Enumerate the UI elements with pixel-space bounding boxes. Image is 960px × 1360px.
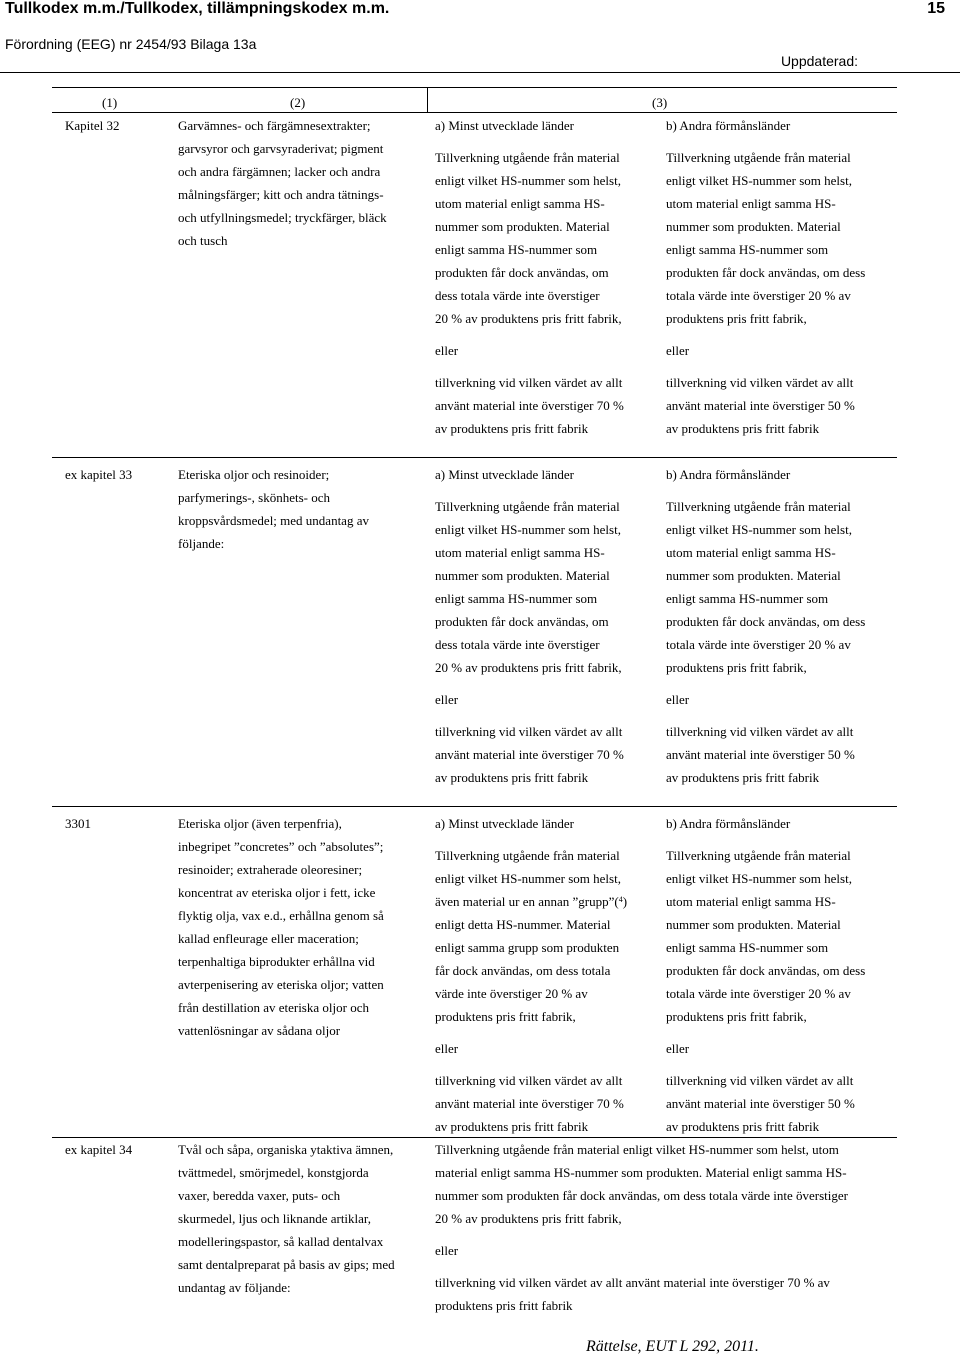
- regulation-subtitle: Förordning (EEG) nr 2454/93 Bilaga 13a: [5, 36, 257, 52]
- column-number-2: (2): [290, 95, 306, 110]
- page-number: 15: [927, 0, 945, 17]
- rule-column-combined: Tillverkning utgående från material enligt vilket HS-nummer som helst, utom material enligt samma HS-nummer som produkten. Material enligt samma HS- nummer som produkten får dock användas, om dess totala värde inte överstiger 20 % av produktens pris fritt fabrik, eller tillverkning vid vilken värdet av allt använt material inte överstiger 70 % av produktens pris fritt fabrik: [435, 1142, 848, 1313]
- row-divider: [52, 457, 897, 458]
- rule-column-a: a) Minst utvecklade länder Tillverkning utgående från material enligt vilket HS-nummer som helst, utom material enligt samma HS- nummer som produkten. Material enligt samma HS-nummer som produkten får dock användas, om dess totala värde inte överstiger 20 % av produktens pris fritt fabrik, eller tillverkning vid vilken värdet av allt använt material inte överstiger 70 % av produktens pris fritt fabrik: [435, 114, 624, 440]
- rule-column-a: a) Minst utvecklade länder Tillverkning utgående från material enligt vilket HS-nummer som helst, även material ur en annan ”grupp”($^4$) enligt detta HS-nummer. Material enligt samma grupp som produkten får dock användas, om dess totala värde inte överstiger 20 % av produktens pris fritt fabrik, eller tillverkning vid vilken värdet av allt använt material inte överstiger 70 % av produktens pris fritt fabrik: [435, 812, 627, 1138]
- row-divider: [52, 806, 897, 807]
- rule-column-b: b) Andra förmånsländer Tillverkning utgående från material enligt vilket HS-nummer som helst, utom material enligt samma HS- nummer som produkten. Material enligt samma HS-nummer som produkten får dock användas, om dess totala värde inte överstiger 20 % av produktens pris fritt fabrik, eller tillverkning vid vilken värdet av allt använt material inte överstiger 50 % av produktens pris fritt fabrik: [666, 114, 865, 440]
- correction-note: Rättelse, EUT L 292, 2011.: [586, 1338, 759, 1355]
- row-code: Kapitel 32: [65, 118, 120, 133]
- rule-column-b: b) Andra förmånsländer Tillverkning utgående från material enligt vilket HS-nummer som helst, utom material enligt samma HS- nummer som produkten. Material enligt samma HS-nummer som produkten får dock användas, om dess totala värde inte överstiger 20 % av produktens pris fritt fabrik, eller tillverkning vid vilken värdet av allt använt material inte överstiger 50 % av produktens pris fritt fabrik: [666, 812, 865, 1138]
- rule-heading-b: b) Andra förmånsländer: [666, 467, 791, 482]
- column-separator: [427, 87, 428, 112]
- or-label: eller: [435, 343, 459, 358]
- rule-heading-b: b) Andra förmånsländer: [666, 816, 791, 831]
- table-top-border: [52, 87, 897, 88]
- or-label: eller: [435, 1041, 459, 1056]
- row-code: ex kapitel 33: [65, 467, 133, 482]
- column-number-3: (3): [652, 95, 668, 110]
- rule-heading-a: a) Minst utvecklade länder: [435, 816, 574, 831]
- or-label: eller: [435, 692, 459, 707]
- column-header-divider: [52, 112, 897, 113]
- row-description: Eteriska oljor och resinoider; parfymerings-, skönhets- och kroppsvårdsmedel; med undantag av följande:: [178, 467, 369, 551]
- row-description: Eteriska oljor (även terpenfria), inbegripet ”concretes” och ”absolutes”; resinoider; extraherade oleoresiner; koncentrat av eteriska oljor i fett, icke flyktig olja, vax e.d., erhållna genom så kallad enfleurage eller maceration; terpenhaltiga biprodukter erhållna vid avterpenisering av eteriska oljor; vatten från destillation av eteriska oljor och vattenlösningar av sådana oljor: [178, 816, 384, 1038]
- rule-column-b: b) Andra förmånsländer Tillverkning utgående från material enligt vilket HS-nummer som helst, utom material enligt samma HS- nummer som produkten. Material enligt samma HS-nummer som produkten får dock användas, om dess totala värde inte överstiger 20 % av produktens pris fritt fabrik, eller tillverkning vid vilken värdet av allt använt material inte överstiger 50 % av produktens pris fritt fabrik: [666, 463, 865, 789]
- footnote-reference: 4: [618, 895, 623, 904]
- rule-heading-a: a) Minst utvecklade länder: [435, 118, 574, 133]
- or-label: eller: [666, 1041, 690, 1056]
- or-label: eller: [435, 1243, 459, 1258]
- row-description: Tvål och såpa, organiska ytaktiva ämnen, tvättmedel, smörjmedel, konstgjorda vaxer, beredda vaxer, puts- och skurmedel, ljus och liknande artiklar, modelleringspastor, så kallad dentalvax samt dentalpreparat på basis av gips; med undantag av följande:: [178, 1142, 395, 1295]
- rule-heading-a: a) Minst utvecklade länder: [435, 467, 574, 482]
- or-label: eller: [666, 692, 690, 707]
- row-code: 3301: [65, 816, 91, 831]
- document-title: Tullkodex m.m./Tullkodex, tillämpningskodex m.m.: [5, 0, 390, 17]
- rule-column-a: a) Minst utvecklade länder Tillverkning utgående från material enligt vilket HS-nummer som helst, utom material enligt samma HS- nummer som produkten. Material enligt samma HS-nummer som produkten får dock användas, om dess totala värde inte överstiger 20 % av produktens pris fritt fabrik, eller tillverkning vid vilken värdet av allt använt material inte överstiger 70 % av produktens pris fritt fabrik: [435, 463, 624, 789]
- column-number-1: (1): [102, 95, 118, 110]
- updated-label: Uppdaterad:: [780, 53, 858, 69]
- header-divider: [0, 72, 960, 73]
- rule-heading-b: b) Andra förmånsländer: [666, 118, 791, 133]
- row-code: ex kapitel 34: [65, 1142, 133, 1157]
- row-description: Garvämnes- och färgämnesextrakter; garvsyror och garvsyraderivat; pigment och andra färgämnen; lacker och andra målningsfärger; kitt och andra tätnings- och utfyllningsmedel; tryckfärger, bläck och tusch: [178, 118, 387, 248]
- or-label: eller: [666, 343, 690, 358]
